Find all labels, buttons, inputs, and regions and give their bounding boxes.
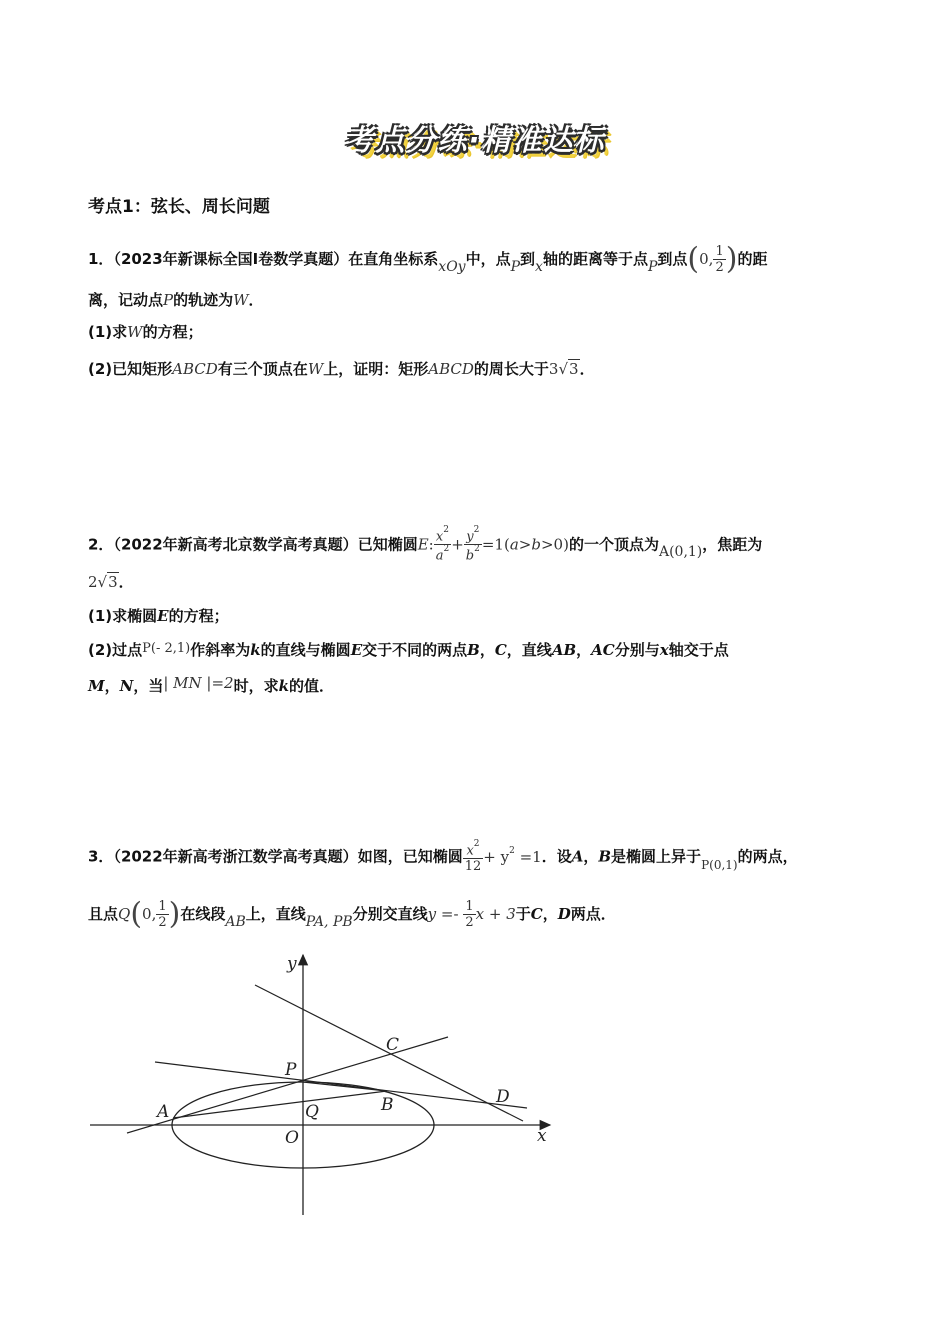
- two-root-three: 2√3: [88, 573, 118, 591]
- problem-1-line-1: 1．（2023年新课标全国Ⅰ卷数学真题）在直角坐标系xOy中，点P到x轴的距离等于点P到点(0, $\frac{1}{2}$ )的距: [88, 241, 768, 277]
- fraction-one-half-q: $\frac{1}{2}$: [158, 899, 167, 930]
- problem-1-source: （2023年新课标全国Ⅰ卷数学真题）: [113, 250, 349, 268]
- problem-2-line-2: 2√3．: [88, 573, 134, 591]
- problem-3-source: （2022年新高考浙江数学高考真题）: [113, 847, 358, 866]
- problem-2-question-2a: (2)过点P(- 2,1)作斜率为k的直线与椭圆E交于不同的两点B，C，直线AB，AC分别与x轴交于点: [88, 641, 729, 659]
- problem-1-line-2: 离，记动点P的轨迹为W．: [88, 291, 264, 309]
- label-x: x: [537, 1126, 547, 1146]
- problem-3-line-1: 3．（2022年新高考浙江数学高考真题）如图，已知椭圆 $\frac{x^2}{12}$ + $y^2 =1$．设A，B是椭圆上异于$_{P(0,1)}$的两点，: [88, 839, 798, 875]
- section-heading: 考点1：弦长、周长问题: [88, 197, 270, 217]
- label-o: O: [285, 1128, 299, 1148]
- fraction-one-half: $\frac{1}{2}$: [715, 244, 724, 275]
- fraction-one-half-slope: $\frac{1}{2}$: [465, 899, 474, 930]
- fraction-x2-a2: $\frac{x^2}{a^2}$: [435, 525, 450, 564]
- label-q: Q: [305, 1102, 319, 1122]
- label-b: B: [381, 1095, 394, 1115]
- label-c: C: [386, 1035, 400, 1055]
- problem-3-line-2: 且点Q(0, $\frac{1}{2}$ )在线段AB上，直线PA, PB分别交直线y =- $\frac{1}{2}$ x + 3于C，D两点．: [88, 896, 616, 932]
- banner-title: 考点分练·精准达标: [344, 123, 606, 157]
- label-p: P: [285, 1060, 297, 1080]
- problem-2-question-1: (1)求椭圆E的方程；: [88, 607, 229, 625]
- problem-2-question-2b: M，N，当| MN |=2时，求k的值．: [88, 674, 335, 695]
- ellipse-figure: [85, 945, 565, 1225]
- label-a: A: [157, 1102, 170, 1122]
- problem-2-line-1: 2．（2022年新高考北京数学高考真题）已知椭圆E: $\frac{x^2}{a^2}$ + $\frac{y^2}{b^2}$ =1(a>b>0)的一个顶点为A(0,1)，焦距为: [88, 525, 763, 564]
- label-y: y: [287, 954, 297, 974]
- problem-1-question-2: (2)已知矩形ABCD有三个顶点在W上，证明：矩形ABCD的周长大于3√3．: [88, 360, 595, 378]
- problem-2-source: （2022年新高考北京数学高考真题）: [113, 535, 358, 554]
- line-pa: [127, 1037, 448, 1133]
- fraction-x2-12: $\frac{x^2}{12}$: [464, 839, 482, 875]
- problem-1-question-1: (1)求W的方程；: [88, 323, 203, 341]
- label-d: D: [496, 1087, 510, 1107]
- fraction-y2-b2: $\frac{y^2}{b^2}$: [465, 525, 480, 564]
- three-root-three: 3√3: [548, 360, 579, 378]
- line-pb: [303, 1082, 387, 1091]
- chord-ab: [173, 1091, 387, 1118]
